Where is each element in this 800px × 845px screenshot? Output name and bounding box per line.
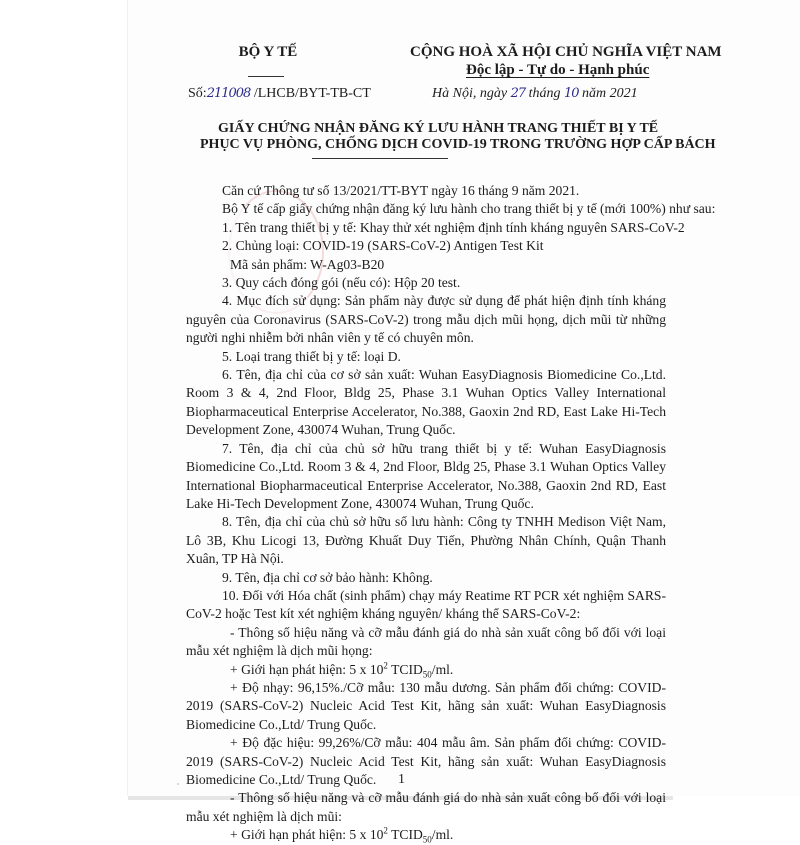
document-number (188, 86, 371, 102)
lod-prefix: + Giới hạn phát hiện: 5 x 10 (230, 661, 384, 677)
throat-swab-performance-heading: - Thông số hiệu năng và cỡ mẫu đánh giá do nhà sản xuất công bố đối với loại mẫu xét nghiệm là dịch mũi họng: (186, 624, 666, 659)
ministry-name: BỘ Y TẾ (238, 44, 298, 60)
throat-swab-specificity: + Độ đặc hiệu: 99,26%/Cỡ mẫu: 404 mẫu âm. Sản phẩm đối chứng: COVID-2019 (SARS-CoV-2) Nucleic Acid Test Kit, hãng sản xuất: Wuhan EasyDiagnosis Biomedicine Co.,Ltd/ Trung Quốc. (186, 735, 666, 787)
document-title-line1: GIẤY CHỨNG NHẬN ĐĂNG KÝ LƯU HÀNH TRANG THIẾT BỊ Y TẾ (218, 121, 659, 136)
throat-swab-detection-limit (186, 661, 666, 679)
lod-suffix: /ml. (431, 661, 454, 677)
document-title-line2: PHỤC VỤ PHÒNG, CHỐNG DỊCH COVID-19 TRONG TRƯỜNG HỢP CẤP BÁCH (200, 137, 716, 152)
lod-exponent: 2 (383, 825, 388, 836)
certificate-intro: Bộ Y tế cấp giấy chứng nhận đăng ký lưu hành cho trang thiết bị y tế (mới 100%) như sau: (222, 201, 716, 217)
lod-unit: TCID (387, 661, 423, 677)
page-number: 1 (398, 772, 405, 787)
lod-subscript: 50 (422, 834, 432, 845)
lod-unit: TCID (387, 827, 423, 843)
lod-subscript: 50 (422, 669, 432, 680)
item-packaging: 3. Quy cách đóng gói (nếu có): Hộp 20 test. (222, 275, 461, 291)
lod-prefix: + Giới hạn phát hiện: 5 x 10 (230, 827, 384, 843)
throat-swab-sensitivity: + Độ nhạy: 96,15%./Cỡ mẫu: 130 mẫu dương. Sản phẩm đối chứng: COVID-2019 (SARS-CoV-2) Nucleic Acid Test Kit, hãng sản xuất: Wuhan EasyDiagnosis Biomedicine Co.,Ltd/ Trung Quốc. (186, 679, 666, 732)
document-body (186, 182, 716, 845)
doc-number-handwritten: 211008 (206, 86, 251, 101)
ministry-divider (248, 76, 284, 77)
legal-basis: Căn cứ Thông tư số 13/2021/TT-BYT ngày 16 tháng 9 năm 2021. (222, 183, 580, 198)
date-prefix: Hà Nội, ngày (432, 86, 511, 101)
item-manufacturer: 6. Tên, địa chỉ của cơ sở sản xuất: Wuhan EasyDiagnosis Biomedicine Co.,Ltd. Room 3 & 4, 2nd Floor, Bldg 25, Phase 3.1 Wuhan Optics Valley International Biopharmaceutical Enterprise Accelerator, No.388, Gaoxin 2nd RD, East Lake Hi-Tech Development Zone, 430074 Wuhan, Trung Quốc. (186, 367, 666, 438)
date-month-handwritten: 10 (564, 86, 579, 101)
nasal-swab-performance-heading: - Thông số hiệu năng và cỡ mẫu đánh giá do nhà sản xuất công bố đối với loại mẫu xét nghiệm là dịch mũi: (186, 790, 666, 824)
title-underline (312, 158, 448, 159)
nasal-swab-detection-limit (186, 826, 666, 844)
item-device-class: 5. Loại trang thiết bị y tế: loại D. (222, 348, 401, 364)
item-device-owner: 7. Tên, địa chỉ của chủ sở hữu trang thiết bị y tế: Wuhan EasyDiagnosis Biomedicine Co.,Ltd. Room 3 & 4, 2nd Floor, Bldg 25, Phase 3.1 Wuhan Optics Valley International Biopharmaceutical Enterprise Accelerator, No.388, Gaoxin 2nd RD, East Lake Hi-Tech Development Zone, 430074 Wuhan, Trung Quốc. (186, 440, 666, 511)
issue-date (432, 86, 638, 102)
lod-exponent: 2 (383, 660, 388, 671)
date-day-handwritten: 27 (510, 86, 526, 101)
doc-number-suffix: /LHCB/BYT-TB-CT (250, 86, 371, 101)
item-warranty-facility: 9. Tên, địa chỉ cơ sở bảo hành: Không. (222, 569, 433, 585)
item-device-name: 1. Tên trang thiết bị y tế: Khay thử xét nghiệm định tính kháng nguyên SARS-CoV-2 (222, 219, 685, 235)
country-name: CỘNG HOÀ XÃ HỘI CHỦ NGHĨA VIỆT NAM (410, 44, 722, 60)
scan-speck (177, 783, 179, 785)
item-device-type: 2. Chủng loại: COVID-19 (SARS-CoV-2) Antigen Test Kit (222, 238, 544, 254)
date-mid: tháng (525, 86, 564, 101)
item-product-code: Mã sản phẩm: W-Ag03-B20 (230, 256, 385, 272)
item-intended-use: 4. Mục đích sử dụng: Sản phẩm này được sử dụng để phát hiện định tính kháng nguyên của Coronavirus (SARS-CoV-2) trong mẫu dịch mũi họng, dịch mũi từ những người nghi nhiễm bởi nhân viên y tế có chuyên môn. (186, 293, 666, 346)
item-test-reagents: 10. Đối với Hóa chất (sinh phẩm) chạy máy Reatime RT PCR xét nghiệm SARS-CoV-2 hoặc Test kít xét nghiệm kháng nguyên/ kháng thể SARS-CoV-2: (186, 587, 666, 622)
doc-number-prefix: Số: (188, 86, 207, 101)
national-motto: Độc lập - Tự do - Hạnh phúc (466, 62, 650, 78)
item-license-holder: 8. Tên, địa chỉ của chủ sở hữu số lưu hành: Công ty TNHH Medison Việt Nam, Lô 3B, Khu Licogi 13, Đường Khuất Duy Tiến, Phường Nhân Chính, Quận Thanh Xuân, TP Hà Nội. (186, 514, 666, 567)
date-suffix: năm 2021 (578, 86, 638, 101)
lod-suffix: /ml. (431, 827, 454, 843)
